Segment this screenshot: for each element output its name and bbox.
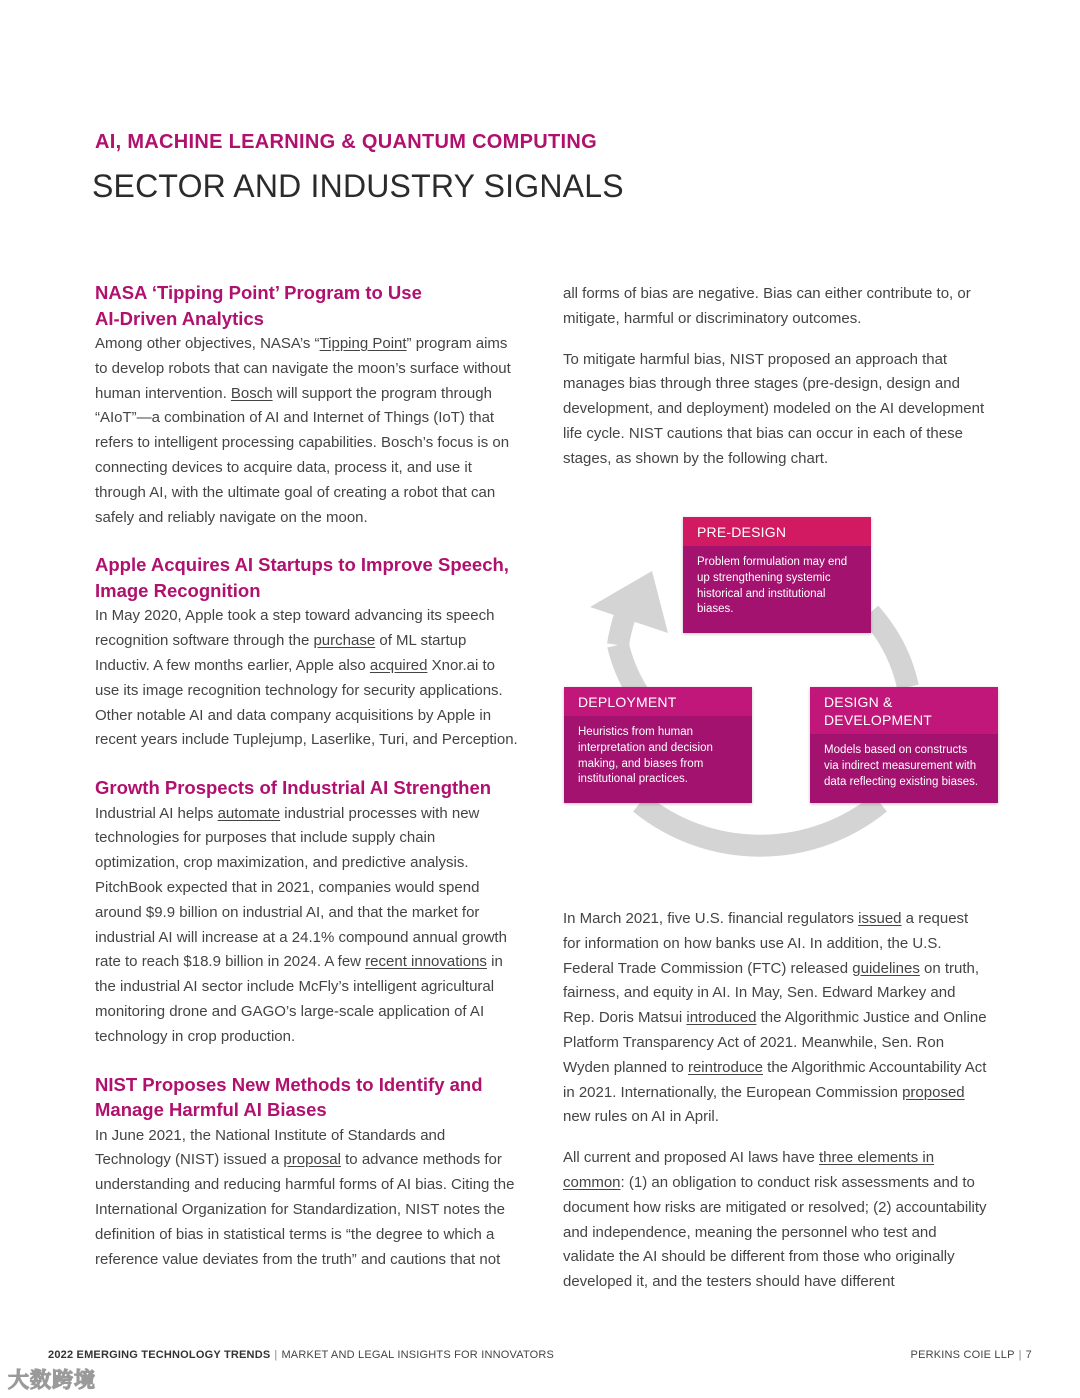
article-body: Among other objectives, NASA’s “Tipping Point” program aims to develop robots that can navigate the moon’s surface without human intervention. Bosch will support the program through “AIoT”—a combination of AI and Internet of Things (IoT) that refers to intelligent processing capabilities. Bosch’s focus is on connecting devices to acquire data, process it, and use it through AI, with the ultimate goal of creating a robot that can safely and reliably navigate on the moon. [95,335,511,526]
firm-name: PERKINS COIE LLP [910,1349,1015,1361]
deployment-box [564,687,752,803]
deployment-text: Heuristics from human interpretation and decision making, and biases from institutional practices. [578,726,713,786]
pre-design-box [683,517,871,633]
three-elements-link[interactable]: three elements in common [563,1149,935,1191]
page-number: 7 [1025,1349,1032,1361]
recent-innovations-link[interactable]: recent innovations [365,953,487,971]
cycle-arc-left [618,645,638,693]
page-title: SECTOR AND INDUSTRY SIGNALS [92,168,624,204]
bosch-link[interactable]: Bosch [230,384,273,402]
watermark: 大数跨境 [8,1369,96,1392]
article-body: In June 2021, the National Institute of Standards and Technology (NIST) issued a proposal to advance methods for understanding and reducing harmful forms of AI bias. Citing the International Organization for Standardization, NIST notes the definition of bias in statistical terms is “the degree to which a reference value deviates from the truth” and cautions that not [95,1126,515,1268]
article-heading: Apple Acquires AI Startups to Improve Speech, Image Recognition [95,554,509,601]
tipping-point-link[interactable]: Tipping Point [319,335,407,352]
paragraph: all forms of bias are negative. Bias can either contribute to, or mitigate, harmful or discriminatory outcomes. [563,285,971,327]
pre-design-title: PRE-DESIGN [683,517,871,546]
article-heading: NIST Proposes New Methods to Identify and Manage Harmful AI Biases [95,1073,483,1121]
guidelines-link[interactable]: guidelines [852,959,920,977]
footer-separator: | [274,1349,278,1361]
section-tag: AI, MACHINE LEARNING & QUANTUM COMPUTING [95,131,597,153]
proposed-link[interactable]: proposed [902,1083,965,1101]
design-development-text: Models based on constructs via indirect measurement with data reflecting existing biases. [824,744,979,788]
footer-right [911,1349,1032,1361]
bias-lifecycle-diagram [560,515,1005,860]
article-heading: NASA ‘Tipping Point’ Program to Use AI-Driven Analytics [95,282,422,329]
right-column-top [563,282,988,488]
article-nist [95,1072,520,1273]
cycle-arc-bottom [640,803,880,846]
article-nasa [95,280,520,530]
paragraph-ai-laws: All current and proposed AI laws have three elements in common: (1) an obligation to conduct risk assessments and to document how risks are mitigated or resolved; (2) accountability and independence, meaning the personnel who test and validate the AI should be different from those who originally developed it, and the testers should have different [563,1149,987,1291]
reintroduce-link[interactable]: reintroduce [687,1058,763,1076]
acquired-link[interactable]: acquired [369,656,428,674]
article-heading: Growth Prospects of Industrial AI Strengthen [95,777,492,799]
article-apple [95,552,520,753]
pre-design-text: Problem formulation may end up strengthening systemic historical and institutional biases. [697,556,848,616]
left-column [95,280,520,1294]
design-development-box [810,687,998,803]
report-subtitle: MARKET AND LEGAL INSIGHTS FOR INNOVATORS [281,1349,555,1361]
paragraph-regulators: In March 2021, five U.S. financial regulators issued a request for information on how banks use AI. In addition, the U.S. Federal Trade Commission (FTC) released guidelines on truth, fairness, and equity in AI. In May, Sen. Edward Markey and Rep. Doris Matsui introduced the Algorithmic Justice and Online Platform Transparency Act of 2021. Meanwhile, Sen. Ron Wyden planned to reintroduce the Algorithmic Accountability Act in 2021. Internationally, the European Commission proposed new rules on AI in April. [563,910,987,1126]
introduced-link[interactable]: introduced [686,1009,757,1027]
paragraph: To mitigate harmful bias, NIST proposed an approach that manages bias through three stages (pre-design, design and development, and deployment) modeled on the AI development life cycle. NIST cautions that bias can occur in each of these stages, as shown by the following chart. [563,350,985,467]
cycle-arc-right [870,613,908,687]
issued-link[interactable]: issued [858,910,902,927]
deployment-title: DEPLOYMENT [564,687,752,716]
purchase-link[interactable]: purchase [313,632,376,650]
proposal-link[interactable]: proposal [283,1151,341,1169]
article-body: Industrial AI helps automate industrial processes with new technologies for purposes that include supply chain optimization, crop maximization, and predictive analysis. PitchBook expected that in 2021, companies would spend around $9.9 billion on industrial AI, and that the market for industrial AI will increase at a 24.1% compound annual growth rate to reach $18.9 billion in 2024. A few recent innovations in the industrial AI sector include McFly’s intelligent agricultural monitoring drone and GAGO’s large-scale application of AI technology in crop production. [95,804,507,1045]
design-development-title: DESIGN & DEVELOPMENT [810,687,998,734]
article-body: In May 2020, Apple took a step toward advancing its speech recognition software through the purchase of ML startup Inductiv. A few months earlier, Apple also acquired Xnor.ai to use its image recognition technology for security applications. Other notable AI and data company acquisitions by Apple in recent years include Tuplejump, Laserlike, Turi, and Perception. [95,607,518,749]
report-title: 2022 EMERGING TECHNOLOGY TRENDS [48,1349,271,1361]
automate-link[interactable]: automate [217,804,281,822]
footer-separator: | [1018,1349,1022,1361]
right-column-bottom [563,907,988,1311]
article-industrial-ai [95,775,520,1049]
footer-left [48,1349,554,1361]
